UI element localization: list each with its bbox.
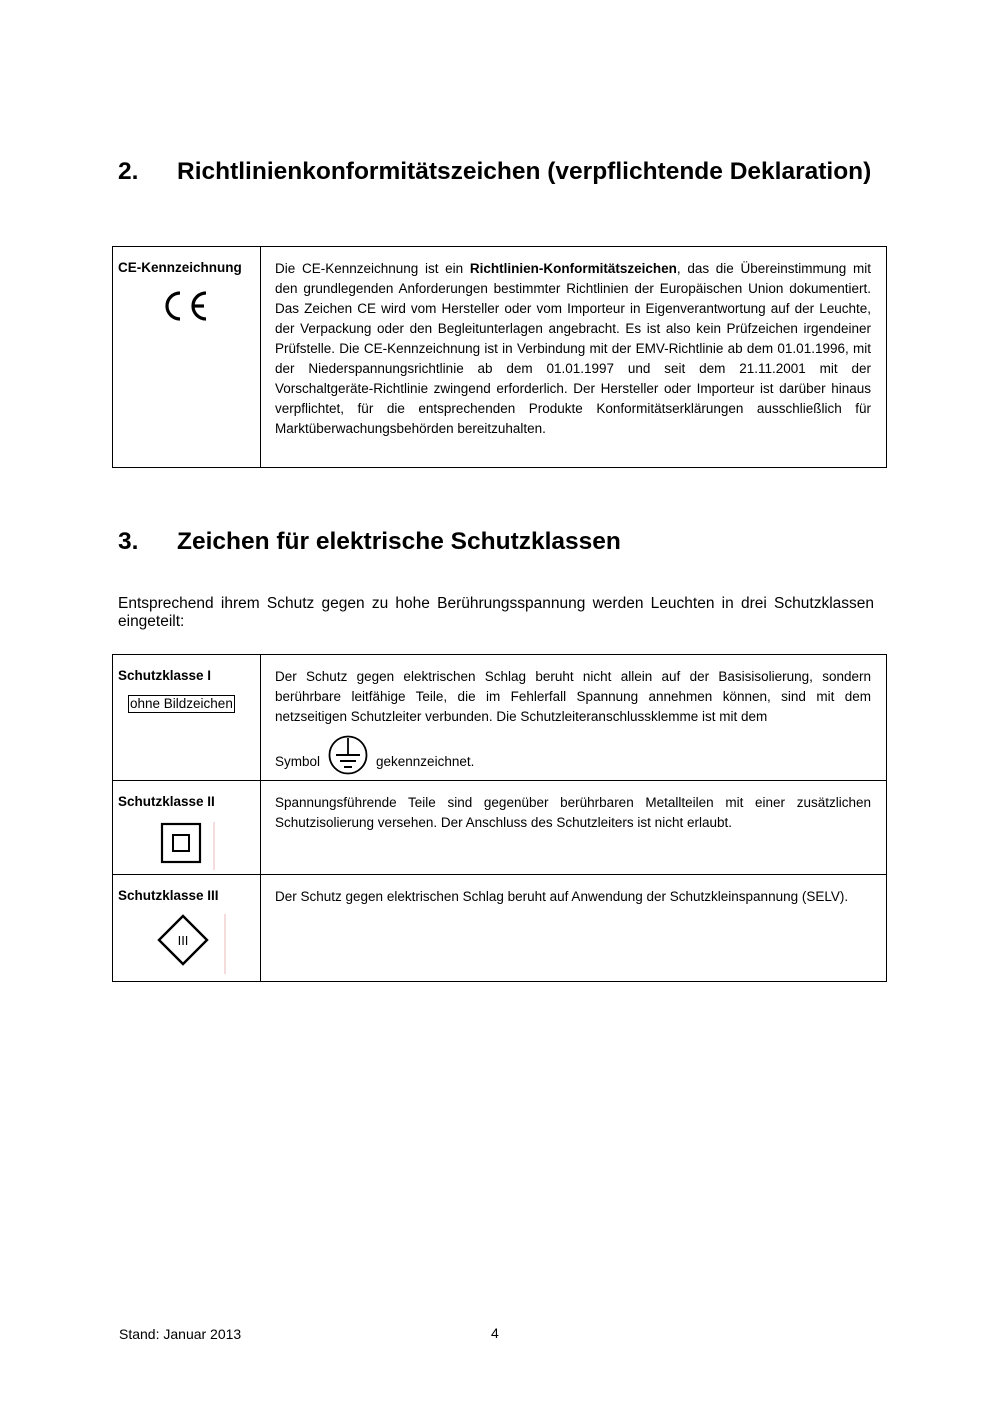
footer-date: Stand: Januar 2013 — [119, 1326, 242, 1342]
section-3-intro: Entsprechend ihrem Schutz gegen zu hohe Berührungsspannung werden Leuchten in drei Schutzklassen eingeteilt: — [118, 595, 874, 630]
class-1-symbol-before: Symbol — [275, 754, 321, 769]
table-row — [113, 781, 887, 875]
class-2-label-cell — [113, 781, 261, 875]
class-1-symbol-line — [275, 734, 871, 772]
class-1-label-cell — [113, 655, 261, 781]
class-1-badge: ohne Bildzeichen — [130, 696, 233, 711]
class-3-label-cell — [113, 875, 261, 982]
class-2-description: Spannungsführende Teile sind gegenüber berührbaren Metallteilen mit einer zusätzlichen Schutzisolierung versehen. Der Anschluss des Schutzleiters ist nicht erlaubt. — [275, 795, 871, 830]
protective-earth-icon — [324, 734, 372, 776]
section-2-number: 2. — [118, 158, 139, 185]
section-3-title: Zeichen für elektrische Schutzklassen — [177, 528, 621, 555]
ce-mark-icon — [158, 288, 214, 324]
class-3-description: Der Schutz gegen elektrischen Schlag beruht auf Anwendung der Schutzkleinspannung (SELV). — [275, 889, 849, 904]
class-3-text-cell — [261, 875, 887, 982]
diamond-iii-text: III — [177, 933, 189, 948]
section-2-title: Richtlinienkonformitätszeichen (verpflichtende Deklaration) — [177, 158, 872, 185]
diamond-iii-icon — [157, 914, 233, 976]
class-1-text-cell — [261, 655, 887, 781]
page-number: 4 — [491, 1325, 499, 1341]
class-1-label: Schutzklasse I — [118, 668, 212, 683]
class-2-label: Schutzklasse II — [118, 794, 215, 809]
ce-text-cell — [261, 247, 887, 468]
class-1-description — [261, 655, 886, 780]
class-2-text-cell — [261, 781, 887, 875]
ce-text-bold: Richtlinien-Konformitätszeichen — [469, 261, 677, 276]
section-2-heading — [118, 157, 871, 187]
ce-label: CE-Kennzeichnung — [118, 260, 242, 275]
class-3-label: Schutzklasse III — [118, 888, 219, 903]
double-square-icon — [160, 822, 220, 872]
ce-label-cell — [113, 247, 261, 468]
class-1-symbol-after: gekennzeichnet. — [376, 754, 475, 769]
ce-text-after: , das die Übereinstimmung mit den grundlegenden Anforderungen bestimmter Richtlinien der Europäischen Union dokumentiert. Das Zeichen CE wird vom Hersteller oder vom Importeur in Eigenverantwortung auf der Leuchte, der Verpackung oder den Begleitunterlagen angebracht. Es ist also kein Prüfzeichen irgendeiner Prüfstelle. Die CE-Kennzeichnung ist in Verbindung mit der EMV-Richtlinie ab dem 01.01.1996, mit der Niederspannungsrichtlinie ab dem 01.01.1997 und seit dem 21.11.2001 mit der Vorschaltgeräte-Richtlinie zwingend erforderlich. Der Hersteller oder Importeur ist darüber hinaus verpflichtet, für die entsprechenden Produkte Konformitätserklärungen ausschließlich für Marktüberwachungsbehörden bereitzuhalten. — [275, 261, 871, 436]
table-row — [113, 875, 887, 982]
table-row — [113, 655, 887, 781]
ce-table — [112, 246, 887, 468]
ce-text-before: Die CE-Kennzeichnung ist ein — [275, 261, 470, 276]
section-3-number: 3. — [118, 528, 139, 555]
protection-class-table — [112, 654, 887, 982]
class-1-text: Der Schutz gegen elektrischen Schlag beruht nicht allein auf der Basisisolierung, sondern berührbare leitfähige Teile, die im Fehlerfall Spannung annehmen können, sind mit dem netzseitigen Schutzleiter verbunden. Die Schutzleiteranschlussklemme ist mit dem — [275, 669, 871, 724]
ce-description — [261, 247, 886, 447]
section-3-heading — [118, 527, 621, 557]
